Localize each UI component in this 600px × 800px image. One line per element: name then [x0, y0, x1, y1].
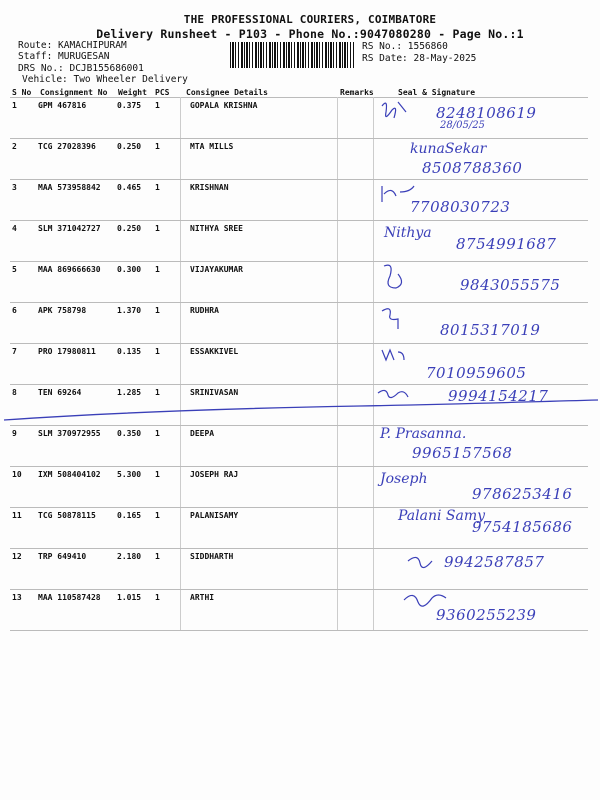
- handwritten-phone: 9360255239: [436, 606, 537, 624]
- row-serial-number: 4: [12, 224, 17, 233]
- pieces-count: 1: [155, 388, 160, 397]
- signature-area: [372, 467, 594, 508]
- consignment-number: TRP 649410: [38, 552, 87, 561]
- signature-area: [372, 139, 594, 180]
- weight-value: 0.165: [117, 511, 142, 520]
- handwritten-date: 28/05/25: [440, 120, 485, 131]
- rs-date: RS Date: 28-May-2025: [362, 53, 477, 64]
- handwritten-name: Palani Samy: [398, 508, 486, 524]
- consignment-number: TCG 27028396: [38, 142, 96, 151]
- consignment-number: GPM 467816: [38, 101, 87, 110]
- pieces-count: 1: [155, 265, 160, 274]
- signature-area: [372, 590, 594, 631]
- pieces-count: 1: [155, 183, 160, 192]
- handwritten-phone: 7708030723: [410, 198, 511, 216]
- table-row: [0, 508, 600, 549]
- pieces-count: 1: [155, 511, 160, 520]
- handwritten-phone: 9786253416: [472, 485, 573, 503]
- signature-area: [372, 508, 594, 549]
- consignment-number: SLM 371042727: [38, 224, 101, 233]
- consignment-number: TCG 50878115: [38, 511, 96, 520]
- table-row: [0, 590, 600, 631]
- row-serial-number: 3: [12, 183, 17, 192]
- handwritten-phone: 9994154217: [448, 387, 549, 405]
- handwritten-phone: 9942587857: [444, 553, 545, 571]
- row-serial-number: 10: [12, 470, 22, 479]
- row-divider: [10, 630, 588, 631]
- pieces-count: 1: [155, 224, 160, 233]
- handwritten-phone: 8754991687: [456, 235, 557, 253]
- col-pcs: PCS: [155, 88, 170, 97]
- table-row: [0, 344, 600, 385]
- staff-label: Staff: MURUGESAN: [18, 51, 110, 62]
- col-seal: Seal & Signature: [398, 88, 476, 97]
- barcode: [230, 42, 354, 68]
- consignment-number: PRO 17980811: [38, 347, 96, 356]
- pieces-count: 1: [155, 306, 160, 315]
- weight-value: 0.375: [117, 101, 142, 110]
- pieces-count: 1: [155, 347, 160, 356]
- weight-value: 1.285: [117, 388, 142, 397]
- row-serial-number: 12: [12, 552, 22, 561]
- weight-value: 0.135: [117, 347, 142, 356]
- handwritten-name: Nithya: [384, 225, 432, 241]
- drs-number: DRS No.: DCJB155686001: [18, 63, 144, 74]
- consignment-number: MAA 573958842: [38, 183, 101, 192]
- company-title: THE PROFESSIONAL COURIERS, COIMBATORE: [183, 13, 437, 26]
- consignee-name: ESSAKKIVEL: [190, 347, 239, 356]
- signature-area: [372, 303, 594, 344]
- consignee-name: JOSEPH RAJ: [190, 470, 239, 479]
- weight-value: 2.180: [117, 552, 142, 561]
- weight-value: 0.465: [117, 183, 142, 192]
- consignee-name: SIDDHARTH: [190, 552, 234, 561]
- handwritten-name: P. Prasanna.: [380, 426, 467, 442]
- row-serial-number: 13: [12, 593, 22, 602]
- handwritten-phone: 8248108619: [436, 104, 537, 122]
- signature-area: [372, 98, 594, 139]
- handwritten-phone: 8015317019: [440, 321, 541, 339]
- pieces-count: 1: [155, 429, 160, 438]
- signature-area: [372, 221, 594, 262]
- signature-area: [372, 262, 594, 303]
- consignment-number: IXM 508404102: [38, 470, 101, 479]
- consignment-number: SLM 370972955: [38, 429, 101, 438]
- consignee-name: DEEPA: [190, 429, 215, 438]
- table-row: [0, 549, 600, 590]
- consignment-number: APK 758798: [38, 306, 87, 315]
- weight-value: 1.015: [117, 593, 142, 602]
- handwritten-phone: 9965157568: [412, 444, 513, 462]
- row-serial-number: 5: [12, 265, 17, 274]
- consignee-name: KRISHNAN: [190, 183, 229, 192]
- consignee-name: NITHYA SREE: [190, 224, 243, 233]
- pieces-count: 1: [155, 593, 160, 602]
- row-serial-number: 9: [12, 429, 17, 438]
- table-row: [0, 262, 600, 303]
- signature-area: [372, 344, 594, 385]
- col-weight: Weight: [118, 88, 147, 97]
- row-serial-number: 1: [12, 101, 17, 110]
- col-consignment: Consignment No: [40, 88, 108, 97]
- col-sno: S No: [12, 88, 32, 97]
- consignment-number: TEN 69264: [38, 388, 82, 397]
- handwritten-name: Joseph: [380, 471, 428, 487]
- table-row: [0, 303, 600, 344]
- col-consignee: Consignee Details: [186, 88, 268, 97]
- consignee-name: PALANISAMY: [190, 511, 239, 520]
- row-serial-number: 8: [12, 388, 17, 397]
- consignment-number: MAA 869666630: [38, 265, 101, 274]
- table-row: [0, 139, 600, 180]
- handwritten-phone: 8508788360: [422, 159, 523, 177]
- row-serial-number: 11: [12, 511, 22, 520]
- row-serial-number: 2: [12, 142, 17, 151]
- handwritten-phone: 7010959605: [426, 364, 527, 382]
- signature-area: [372, 180, 594, 221]
- pieces-count: 1: [155, 470, 160, 479]
- route-label: Route: KAMACHIPURAM: [18, 40, 127, 51]
- runsheet-subtitle: Delivery Runsheet - P103 - Phone No.:9047080280 - Page No.:1: [96, 27, 524, 41]
- table-row: [0, 221, 600, 262]
- signature-area: [372, 549, 594, 590]
- consignee-name: ARTHI: [190, 593, 215, 602]
- handwritten-phone: 9754185686: [472, 518, 573, 536]
- pieces-count: 1: [155, 552, 160, 561]
- col-remarks: Remarks: [340, 88, 374, 97]
- vehicle-label: Vehicle: Two Wheeler Delivery: [22, 74, 188, 85]
- consignee-name: GOPALA KRISHNA: [190, 101, 258, 110]
- weight-value: 0.250: [117, 224, 142, 233]
- row-serial-number: 6: [12, 306, 17, 315]
- weight-value: 1.370: [117, 306, 142, 315]
- handwritten-name: kunaSekar: [410, 141, 487, 157]
- consignee-name: MTA MILLS: [190, 142, 234, 151]
- weight-value: 5.300: [117, 470, 142, 479]
- pieces-count: 1: [155, 101, 160, 110]
- consignee-name: RUDHRA: [190, 306, 219, 315]
- handwritten-phone: 9843055575: [460, 276, 561, 294]
- pen-stroke-line: [0, 394, 600, 434]
- consignee-name: SRINIVASAN: [190, 388, 239, 397]
- row-serial-number: 7: [12, 347, 17, 356]
- rs-number: RS No.: 1556860: [362, 41, 448, 52]
- table-row: [0, 467, 600, 508]
- table-row: [0, 180, 600, 221]
- consignment-number: MAA 110587428: [38, 593, 101, 602]
- consignee-name: VIJAYAKUMAR: [190, 265, 243, 274]
- weight-value: 0.300: [117, 265, 142, 274]
- pieces-count: 1: [155, 142, 160, 151]
- weight-value: 0.250: [117, 142, 142, 151]
- table-row: [0, 98, 600, 139]
- weight-value: 0.350: [117, 429, 142, 438]
